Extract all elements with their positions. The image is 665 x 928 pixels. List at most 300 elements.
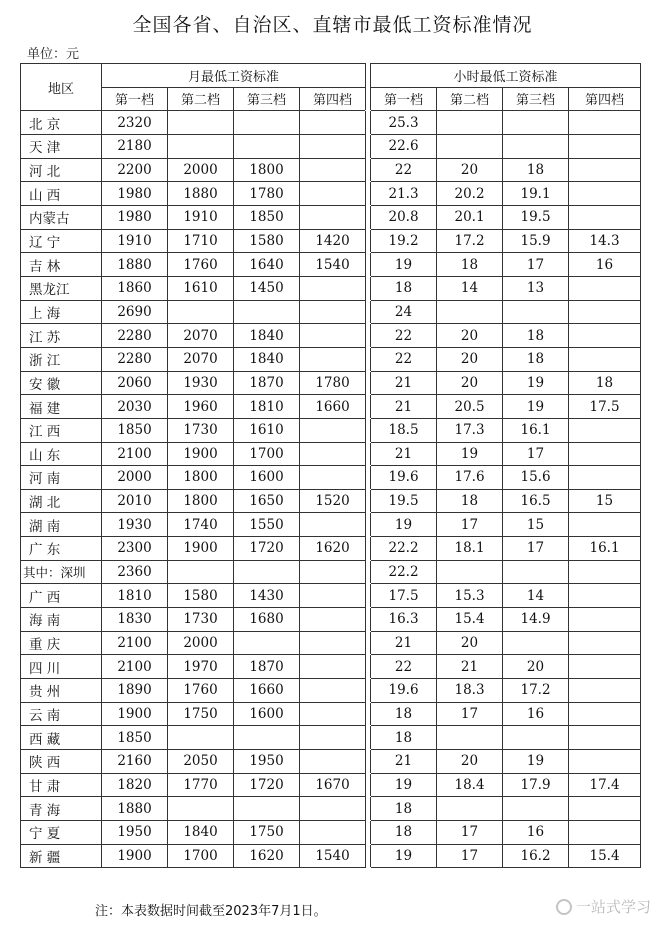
region-cell: 海 南 xyxy=(21,608,102,632)
table-row xyxy=(21,631,641,655)
hourly-tier-3-cell: 17.9 xyxy=(503,773,569,797)
region-cell: 福 建 xyxy=(21,395,102,419)
monthly-tier-3-cell xyxy=(234,111,300,135)
monthly-tier-2-cell xyxy=(168,134,234,158)
table-row xyxy=(21,182,641,206)
monthly-tier-3-cell xyxy=(234,726,300,750)
hourly-tier-1-cell: 19 xyxy=(371,773,437,797)
hourly-tier-1-cell: 17.5 xyxy=(371,584,437,608)
monthly-tier-1-cell: 2100 xyxy=(102,442,168,466)
region-cell: 陕 西 xyxy=(21,750,102,774)
watermark xyxy=(556,896,651,917)
monthly-tier-1-cell: 2030 xyxy=(102,395,168,419)
hourly-tier-4-cell xyxy=(569,655,641,679)
header-hourly-tier-1: 第一档 xyxy=(371,87,437,111)
monthly-tier-4-cell xyxy=(300,750,366,774)
hourly-tier-4-cell: 16.1 xyxy=(569,537,641,561)
hourly-tier-1-cell: 21 xyxy=(371,442,437,466)
monthly-tier-1-cell: 2280 xyxy=(102,324,168,348)
header-row-groups xyxy=(21,64,641,88)
monthly-tier-4-cell: 1670 xyxy=(300,773,366,797)
hourly-tier-4-cell: 17.5 xyxy=(569,395,641,419)
hourly-tier-1-cell: 22.2 xyxy=(371,560,437,584)
region-cell: 重 庆 xyxy=(21,631,102,655)
table-body xyxy=(21,111,641,868)
hourly-tier-1-cell: 21 xyxy=(371,371,437,395)
hourly-tier-3-cell: 16 xyxy=(503,702,569,726)
hourly-tier-4-cell xyxy=(569,182,641,206)
monthly-tier-1-cell: 2100 xyxy=(102,631,168,655)
hourly-tier-3-cell: 16.2 xyxy=(503,844,569,868)
monthly-tier-4-cell xyxy=(300,726,366,750)
monthly-tier-1-cell: 2160 xyxy=(102,750,168,774)
monthly-tier-1-cell: 1950 xyxy=(102,821,168,845)
hourly-tier-2-cell: 20.2 xyxy=(437,182,503,206)
table-row xyxy=(21,253,641,277)
monthly-tier-1-cell: 1910 xyxy=(102,229,168,253)
hourly-tier-4-cell xyxy=(569,347,641,371)
monthly-tier-2-cell: 1840 xyxy=(168,821,234,845)
region-cell: 吉 林 xyxy=(21,253,102,277)
monthly-tier-3-cell: 1840 xyxy=(234,324,300,348)
monthly-tier-4-cell xyxy=(300,418,366,442)
header-hourly-group: 小时最低工资标准 xyxy=(371,64,641,88)
hourly-tier-4-cell xyxy=(569,702,641,726)
monthly-tier-2-cell xyxy=(168,560,234,584)
monthly-tier-2-cell: 1930 xyxy=(168,371,234,395)
hourly-tier-4-cell xyxy=(569,821,641,845)
region-cell: 河 北 xyxy=(21,158,102,182)
monthly-tier-2-cell xyxy=(168,300,234,324)
table-row xyxy=(21,158,641,182)
hourly-tier-2-cell: 21 xyxy=(437,655,503,679)
table-row xyxy=(21,584,641,608)
hourly-tier-1-cell: 18 xyxy=(371,276,437,300)
hourly-tier-1-cell: 19.6 xyxy=(371,466,437,490)
monthly-tier-4-cell xyxy=(300,560,366,584)
region-cell: 湖 南 xyxy=(21,513,102,537)
table-row xyxy=(21,134,641,158)
hourly-tier-1-cell: 19.2 xyxy=(371,229,437,253)
minimum-wage-table xyxy=(20,63,641,868)
hourly-tier-1-cell: 24 xyxy=(371,300,437,324)
region-cell: 宁 夏 xyxy=(21,821,102,845)
table-row xyxy=(21,347,641,371)
monthly-tier-3-cell xyxy=(234,134,300,158)
monthly-tier-3-cell: 1950 xyxy=(234,750,300,774)
table-row xyxy=(21,324,641,348)
region-cell: 湖 北 xyxy=(21,489,102,513)
hourly-tier-4-cell xyxy=(569,418,641,442)
monthly-tier-2-cell: 1960 xyxy=(168,395,234,419)
header-monthly-group: 月最低工资标准 xyxy=(102,64,366,88)
table-row xyxy=(21,608,641,632)
monthly-tier-3-cell: 1780 xyxy=(234,182,300,206)
hourly-tier-4-cell xyxy=(569,111,641,135)
hourly-tier-2-cell: 17 xyxy=(437,821,503,845)
monthly-tier-4-cell xyxy=(300,702,366,726)
hourly-tier-3-cell: 13 xyxy=(503,276,569,300)
region-cell: 甘 肃 xyxy=(21,773,102,797)
monthly-tier-4-cell: 1660 xyxy=(300,395,366,419)
hourly-tier-1-cell: 22 xyxy=(371,158,437,182)
hourly-tier-2-cell: 20 xyxy=(437,371,503,395)
hourly-tier-3-cell: 18 xyxy=(503,324,569,348)
hourly-tier-2-cell: 20.1 xyxy=(437,205,503,229)
monthly-tier-4-cell xyxy=(300,205,366,229)
monthly-tier-4-cell: 1520 xyxy=(300,489,366,513)
table-row xyxy=(21,797,641,821)
monthly-tier-3-cell: 1680 xyxy=(234,608,300,632)
hourly-tier-3-cell: 15.6 xyxy=(503,466,569,490)
monthly-tier-2-cell xyxy=(168,797,234,821)
region-cell: 贵 州 xyxy=(21,679,102,703)
region-cell: 上 海 xyxy=(21,300,102,324)
monthly-tier-2-cell: 1730 xyxy=(168,608,234,632)
header-hourly-tier-4: 第四档 xyxy=(569,87,641,111)
hourly-tier-1-cell: 22.2 xyxy=(371,537,437,561)
monthly-tier-1-cell: 2200 xyxy=(102,158,168,182)
monthly-tier-3-cell: 1650 xyxy=(234,489,300,513)
hourly-tier-3-cell: 16.1 xyxy=(503,418,569,442)
region-cell: 广 东 xyxy=(21,537,102,561)
monthly-tier-2-cell: 2070 xyxy=(168,347,234,371)
hourly-tier-2-cell xyxy=(437,111,503,135)
monthly-tier-2-cell: 1900 xyxy=(168,537,234,561)
monthly-tier-1-cell: 1900 xyxy=(102,702,168,726)
hourly-tier-1-cell: 16.3 xyxy=(371,608,437,632)
hourly-tier-3-cell: 19 xyxy=(503,395,569,419)
hourly-tier-4-cell xyxy=(569,560,641,584)
region-cell: 青 海 xyxy=(21,797,102,821)
hourly-tier-3-cell xyxy=(503,111,569,135)
monthly-tier-4-cell xyxy=(300,513,366,537)
monthly-tier-3-cell: 1600 xyxy=(234,702,300,726)
table-row xyxy=(21,300,641,324)
hourly-tier-4-cell xyxy=(569,750,641,774)
monthly-tier-2-cell xyxy=(168,726,234,750)
monthly-tier-1-cell: 1850 xyxy=(102,726,168,750)
region-cell: 四 川 xyxy=(21,655,102,679)
table-row xyxy=(21,229,641,253)
region-cell: 江 西 xyxy=(21,418,102,442)
table-row xyxy=(21,395,641,419)
monthly-tier-1-cell: 1930 xyxy=(102,513,168,537)
hourly-tier-4-cell xyxy=(569,631,641,655)
hourly-tier-2-cell: 17 xyxy=(437,844,503,868)
region-cell: 内蒙古 xyxy=(21,205,102,229)
region-cell: 广 西 xyxy=(21,584,102,608)
region-cell: 河 南 xyxy=(21,466,102,490)
table-row xyxy=(21,513,641,537)
monthly-tier-4-cell xyxy=(300,655,366,679)
monthly-tier-2-cell: 1800 xyxy=(168,466,234,490)
monthly-tier-4-cell xyxy=(300,631,366,655)
footnote: 注：本表数据时间截至2023年7月1日。 xyxy=(95,904,327,919)
watermark-logo-icon xyxy=(556,899,572,915)
hourly-tier-2-cell: 18.3 xyxy=(437,679,503,703)
hourly-tier-3-cell: 19.1 xyxy=(503,182,569,206)
monthly-tier-1-cell: 2280 xyxy=(102,347,168,371)
monthly-tier-3-cell xyxy=(234,797,300,821)
table-row xyxy=(21,205,641,229)
hourly-tier-3-cell xyxy=(503,631,569,655)
hourly-tier-2-cell: 18 xyxy=(437,489,503,513)
unit-label: 单位：元 xyxy=(27,47,80,62)
hourly-tier-2-cell xyxy=(437,560,503,584)
monthly-tier-4-cell xyxy=(300,276,366,300)
hourly-tier-3-cell: 16.5 xyxy=(503,489,569,513)
monthly-tier-4-cell: 1420 xyxy=(300,229,366,253)
monthly-tier-3-cell: 1580 xyxy=(234,229,300,253)
monthly-tier-2-cell: 1730 xyxy=(168,418,234,442)
monthly-tier-2-cell: 1740 xyxy=(168,513,234,537)
monthly-tier-4-cell: 1620 xyxy=(300,537,366,561)
table-row xyxy=(21,466,641,490)
monthly-tier-3-cell: 1450 xyxy=(234,276,300,300)
monthly-tier-3-cell: 1870 xyxy=(234,655,300,679)
hourly-tier-2-cell: 20 xyxy=(437,347,503,371)
monthly-tier-1-cell: 2100 xyxy=(102,655,168,679)
hourly-tier-3-cell xyxy=(503,797,569,821)
region-cell: 其中：深圳 xyxy=(21,560,102,584)
hourly-tier-4-cell xyxy=(569,205,641,229)
monthly-tier-1-cell: 1810 xyxy=(102,584,168,608)
table-row xyxy=(21,111,641,135)
monthly-tier-1-cell: 2000 xyxy=(102,466,168,490)
hourly-tier-3-cell xyxy=(503,726,569,750)
hourly-tier-1-cell: 18.5 xyxy=(371,418,437,442)
table-row xyxy=(21,442,641,466)
monthly-tier-1-cell: 2690 xyxy=(102,300,168,324)
monthly-tier-1-cell: 1900 xyxy=(102,844,168,868)
header-region: 地区 xyxy=(21,64,102,111)
table-row xyxy=(21,371,641,395)
monthly-tier-2-cell: 1770 xyxy=(168,773,234,797)
monthly-tier-2-cell: 1910 xyxy=(168,205,234,229)
hourly-tier-1-cell: 22.6 xyxy=(371,134,437,158)
hourly-tier-2-cell: 17 xyxy=(437,513,503,537)
hourly-tier-1-cell: 21 xyxy=(371,631,437,655)
table-row xyxy=(21,418,641,442)
hourly-tier-3-cell: 16 xyxy=(503,821,569,845)
table-row xyxy=(21,537,641,561)
hourly-tier-1-cell: 18 xyxy=(371,726,437,750)
hourly-tier-2-cell: 17.6 xyxy=(437,466,503,490)
header-row-tiers xyxy=(21,87,641,111)
hourly-tier-4-cell: 16 xyxy=(569,253,641,277)
monthly-tier-1-cell: 1890 xyxy=(102,679,168,703)
hourly-tier-1-cell: 22 xyxy=(371,655,437,679)
monthly-tier-1-cell: 2060 xyxy=(102,371,168,395)
hourly-tier-2-cell: 17.2 xyxy=(437,229,503,253)
monthly-tier-2-cell: 1800 xyxy=(168,489,234,513)
hourly-tier-2-cell: 15.3 xyxy=(437,584,503,608)
region-cell: 新 疆 xyxy=(21,844,102,868)
hourly-tier-3-cell: 17 xyxy=(503,442,569,466)
monthly-tier-3-cell: 1810 xyxy=(234,395,300,419)
monthly-tier-4-cell xyxy=(300,111,366,135)
region-cell: 安 徽 xyxy=(21,371,102,395)
hourly-tier-1-cell: 22 xyxy=(371,324,437,348)
monthly-tier-2-cell: 2000 xyxy=(168,158,234,182)
hourly-tier-2-cell: 20 xyxy=(437,750,503,774)
monthly-tier-1-cell: 1820 xyxy=(102,773,168,797)
table-row xyxy=(21,702,641,726)
table-row xyxy=(21,276,641,300)
header-monthly-tier-4: 第四档 xyxy=(300,87,366,111)
monthly-tier-2-cell: 1750 xyxy=(168,702,234,726)
monthly-tier-4-cell xyxy=(300,442,366,466)
hourly-tier-4-cell xyxy=(569,608,641,632)
hourly-tier-4-cell: 14.3 xyxy=(569,229,641,253)
region-cell: 山 东 xyxy=(21,442,102,466)
hourly-tier-1-cell: 18 xyxy=(371,702,437,726)
hourly-tier-2-cell: 17 xyxy=(437,702,503,726)
monthly-tier-4-cell: 1540 xyxy=(300,253,366,277)
hourly-tier-3-cell: 18 xyxy=(503,158,569,182)
hourly-tier-2-cell xyxy=(437,726,503,750)
monthly-tier-3-cell: 1720 xyxy=(234,537,300,561)
table-row xyxy=(21,750,641,774)
hourly-tier-4-cell: 15 xyxy=(569,489,641,513)
hourly-tier-2-cell: 20 xyxy=(437,158,503,182)
hourly-tier-4-cell xyxy=(569,726,641,750)
monthly-tier-2-cell: 1710 xyxy=(168,229,234,253)
hourly-tier-1-cell: 25.3 xyxy=(371,111,437,135)
hourly-tier-4-cell xyxy=(569,300,641,324)
hourly-tier-2-cell: 20.5 xyxy=(437,395,503,419)
hourly-tier-2-cell: 19 xyxy=(437,442,503,466)
monthly-tier-1-cell: 1880 xyxy=(102,253,168,277)
hourly-tier-4-cell xyxy=(569,466,641,490)
watermark-text: 一站式学习 xyxy=(575,898,651,916)
monthly-tier-4-cell xyxy=(300,584,366,608)
hourly-tier-4-cell: 17.4 xyxy=(569,773,641,797)
monthly-tier-3-cell: 1720 xyxy=(234,773,300,797)
hourly-tier-1-cell: 21.3 xyxy=(371,182,437,206)
hourly-tier-1-cell: 19.5 xyxy=(371,489,437,513)
hourly-tier-3-cell: 19 xyxy=(503,750,569,774)
hourly-tier-2-cell: 18.4 xyxy=(437,773,503,797)
header-monthly-tier-3: 第三档 xyxy=(234,87,300,111)
table-row xyxy=(21,655,641,679)
monthly-tier-4-cell xyxy=(300,797,366,821)
monthly-tier-3-cell: 1840 xyxy=(234,347,300,371)
hourly-tier-3-cell xyxy=(503,300,569,324)
table-row xyxy=(21,489,641,513)
monthly-tier-1-cell: 1880 xyxy=(102,797,168,821)
hourly-tier-3-cell: 19.5 xyxy=(503,205,569,229)
hourly-tier-2-cell xyxy=(437,300,503,324)
hourly-tier-2-cell: 17.3 xyxy=(437,418,503,442)
monthly-tier-4-cell xyxy=(300,466,366,490)
hourly-tier-4-cell xyxy=(569,276,641,300)
monthly-tier-2-cell: 1760 xyxy=(168,679,234,703)
monthly-tier-4-cell xyxy=(300,821,366,845)
hourly-tier-3-cell: 20 xyxy=(503,655,569,679)
hourly-tier-4-cell xyxy=(569,158,641,182)
monthly-tier-4-cell xyxy=(300,679,366,703)
region-cell: 天 津 xyxy=(21,134,102,158)
hourly-tier-1-cell: 18 xyxy=(371,797,437,821)
monthly-tier-1-cell: 2300 xyxy=(102,537,168,561)
hourly-tier-1-cell: 19 xyxy=(371,253,437,277)
hourly-tier-2-cell: 20 xyxy=(437,631,503,655)
monthly-tier-2-cell: 1700 xyxy=(168,844,234,868)
monthly-tier-4-cell xyxy=(300,608,366,632)
hourly-tier-4-cell xyxy=(569,584,641,608)
monthly-tier-1-cell: 1830 xyxy=(102,608,168,632)
monthly-tier-1-cell: 2180 xyxy=(102,134,168,158)
monthly-tier-3-cell: 1610 xyxy=(234,418,300,442)
monthly-tier-3-cell: 1870 xyxy=(234,371,300,395)
hourly-tier-2-cell: 18.1 xyxy=(437,537,503,561)
header-monthly-tier-2: 第二档 xyxy=(168,87,234,111)
header-monthly-tier-1: 第一档 xyxy=(102,87,168,111)
header-hourly-tier-3: 第三档 xyxy=(503,87,569,111)
monthly-tier-1-cell: 1860 xyxy=(102,276,168,300)
hourly-tier-1-cell: 21 xyxy=(371,750,437,774)
monthly-tier-3-cell xyxy=(234,300,300,324)
monthly-tier-2-cell xyxy=(168,111,234,135)
hourly-tier-3-cell: 19 xyxy=(503,371,569,395)
monthly-tier-3-cell: 1600 xyxy=(234,466,300,490)
monthly-tier-3-cell: 1660 xyxy=(234,679,300,703)
monthly-tier-3-cell: 1430 xyxy=(234,584,300,608)
hourly-tier-4-cell: 15.4 xyxy=(569,844,641,868)
monthly-tier-3-cell: 1640 xyxy=(234,253,300,277)
monthly-tier-4-cell xyxy=(300,134,366,158)
hourly-tier-4-cell xyxy=(569,513,641,537)
hourly-tier-3-cell: 15.9 xyxy=(503,229,569,253)
header-hourly-tier-2: 第二档 xyxy=(437,87,503,111)
table-row xyxy=(21,679,641,703)
hourly-tier-3-cell xyxy=(503,560,569,584)
hourly-tier-2-cell: 15.4 xyxy=(437,608,503,632)
hourly-tier-1-cell: 19.6 xyxy=(371,679,437,703)
monthly-tier-4-cell xyxy=(300,324,366,348)
hourly-tier-3-cell: 17.2 xyxy=(503,679,569,703)
monthly-tier-2-cell: 1760 xyxy=(168,253,234,277)
hourly-tier-2-cell: 20 xyxy=(437,324,503,348)
hourly-tier-4-cell xyxy=(569,679,641,703)
hourly-tier-3-cell xyxy=(503,134,569,158)
hourly-tier-2-cell xyxy=(437,134,503,158)
monthly-tier-3-cell xyxy=(234,631,300,655)
monthly-tier-3-cell: 1750 xyxy=(234,821,300,845)
table-row xyxy=(21,821,641,845)
monthly-tier-3-cell: 1620 xyxy=(234,844,300,868)
hourly-tier-3-cell: 14 xyxy=(503,584,569,608)
monthly-tier-1-cell: 1980 xyxy=(102,182,168,206)
hourly-tier-3-cell: 14.9 xyxy=(503,608,569,632)
region-cell: 辽 宁 xyxy=(21,229,102,253)
table-row xyxy=(21,560,641,584)
hourly-tier-3-cell: 18 xyxy=(503,347,569,371)
monthly-tier-1-cell: 2360 xyxy=(102,560,168,584)
hourly-tier-3-cell: 17 xyxy=(503,537,569,561)
hourly-tier-1-cell: 19 xyxy=(371,844,437,868)
monthly-tier-3-cell xyxy=(234,560,300,584)
region-cell: 山 西 xyxy=(21,182,102,206)
hourly-tier-4-cell xyxy=(569,324,641,348)
page-title: 全国各省、自治区、直辖市最低工资标准情况 xyxy=(132,14,533,36)
hourly-tier-4-cell xyxy=(569,797,641,821)
monthly-tier-2-cell: 1880 xyxy=(168,182,234,206)
monthly-tier-2-cell: 2070 xyxy=(168,324,234,348)
hourly-tier-2-cell xyxy=(437,797,503,821)
